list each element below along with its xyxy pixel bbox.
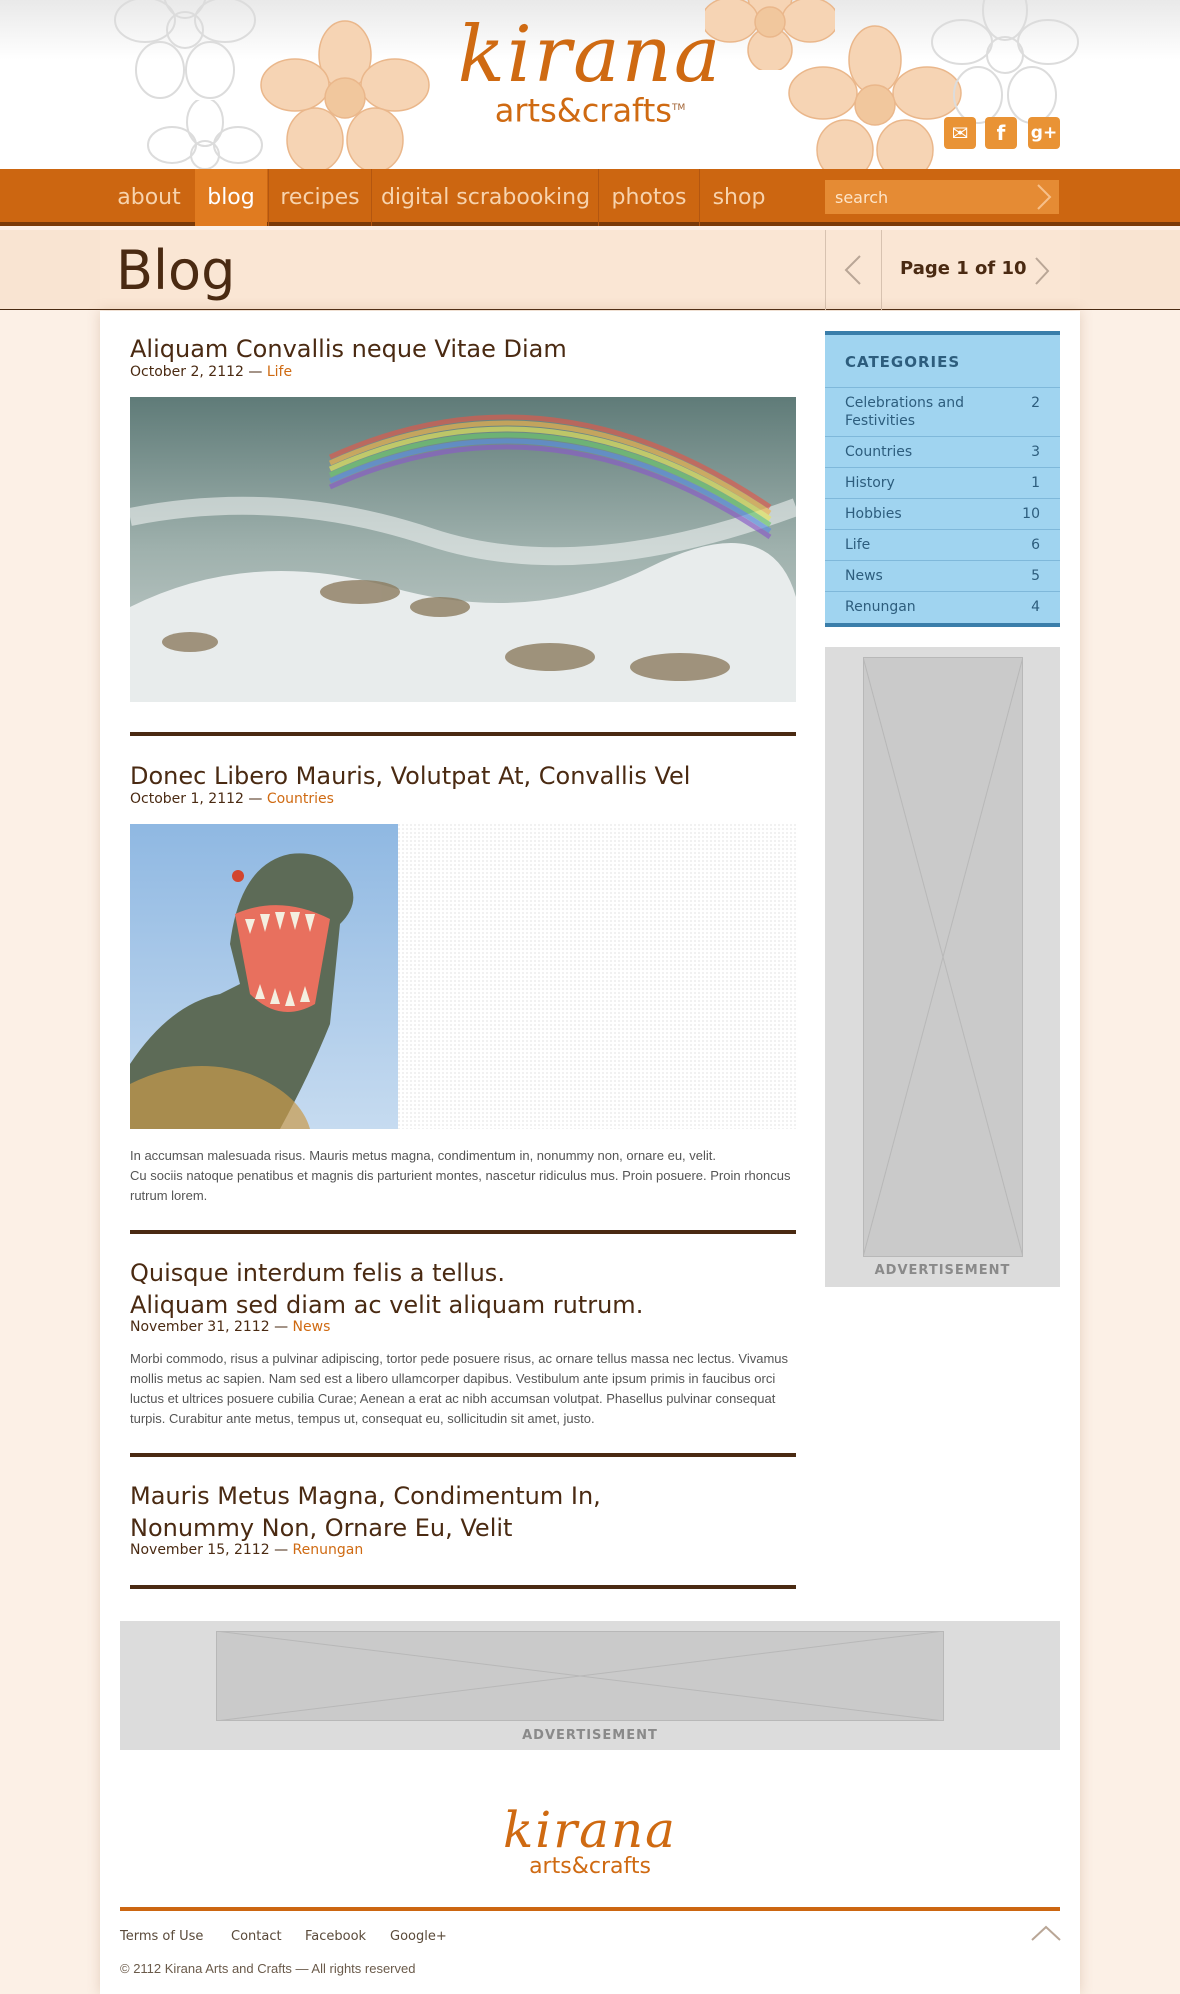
- post-category-link[interactable]: News: [292, 1319, 331, 1335]
- categories-title: CATEGORIES: [845, 353, 961, 371]
- category-count: 4: [1031, 599, 1040, 615]
- post-date: November 31, 2112: [130, 1319, 270, 1335]
- post-category-link[interactable]: Renungan: [292, 1542, 364, 1558]
- post-date: October 2, 2112: [130, 364, 244, 380]
- logo-script-text: kirana: [457, 10, 723, 100]
- category-item[interactable]: [825, 529, 1060, 560]
- nav-item-digital-scrapbooking[interactable]: digital scrabooking: [380, 185, 591, 210]
- post-title[interactable]: Donec Libero Mauris, Volutpat At, Convallis Vel: [130, 762, 691, 790]
- post-image-dinosaur[interactable]: [130, 824, 398, 1129]
- logo-subtitle-text: arts&crafts: [494, 91, 672, 130]
- footer-logo[interactable]: [490, 1800, 690, 1900]
- chevron-right-icon[interactable]: [1030, 256, 1054, 286]
- logo-subtitle-text: arts&crafts: [529, 1854, 651, 1879]
- category-name: Countries: [845, 444, 913, 460]
- meta-separator: —: [248, 364, 263, 380]
- post-divider: [130, 1230, 796, 1234]
- category-count: 5: [1031, 568, 1040, 584]
- search-arrow-icon[interactable]: [1033, 182, 1055, 212]
- site-logo[interactable]: [430, 10, 750, 160]
- nav-separator: [268, 169, 269, 226]
- category-name: News: [845, 568, 883, 584]
- post-divider: [130, 1453, 796, 1457]
- category-item[interactable]: [825, 560, 1060, 591]
- bottom-advertisement[interactable]: [120, 1621, 1060, 1750]
- nav-item-about[interactable]: about: [117, 185, 181, 210]
- footer-link-facebook[interactable]: Facebook: [305, 1929, 367, 1944]
- logo-script-text: kirana: [502, 1801, 677, 1859]
- search-input[interactable]: [825, 180, 1059, 214]
- post-meta: [130, 790, 630, 808]
- category-name: Hobbies: [845, 506, 902, 522]
- meta-separator: —: [274, 1542, 289, 1558]
- category-item[interactable]: [825, 591, 1060, 623]
- category-item[interactable]: [825, 467, 1060, 498]
- nav-item-shop[interactable]: shop: [712, 185, 766, 210]
- flower-outline-decoration: [100, 0, 270, 100]
- post-title[interactable]: [130, 1480, 830, 1544]
- post-excerpt: Morbi commodo, risus a pulvinar adipiscing, tortor pede posuere risus, ac ornare tellus massa nec lectus. Vivamus mollis metus ac sapien. Nam sed est a libero ullamcorper dapibus. Vestibulum ante ipsum primis in faucibus orci luctus et ultrices posuere cubilia Curae; Aenean a erat ac nibh accumsan volutpat. Phasellus pulvinar consequat turpis. Curabitur ante metus, tempus ut, consequat eu, sollicitudin sit amet, justo.: [130, 1351, 789, 1426]
- prev-page-button[interactable]: [825, 230, 881, 310]
- back-to-top-icon[interactable]: [1030, 1923, 1062, 1943]
- chevron-left-icon: [826, 230, 882, 310]
- nav-item-recipes[interactable]: recipes: [280, 185, 360, 210]
- ad-label: ADVERTISEMENT: [874, 1263, 1011, 1278]
- category-name: Celebrations and Festivities: [845, 395, 965, 429]
- post-divider: [130, 732, 796, 736]
- post-title[interactable]: [130, 1257, 830, 1321]
- post-title-line: Aliquam sed diam ac velit aliquam rutrum.: [130, 1291, 644, 1319]
- trademark: TM: [671, 103, 686, 113]
- flower-decoration: [260, 20, 430, 169]
- post-title-line: Nonummy Non, Ornare Eu, Velit: [130, 1514, 513, 1542]
- post-category-link[interactable]: Life: [266, 364, 293, 380]
- category-count: 3: [1031, 444, 1040, 460]
- category-item[interactable]: [825, 498, 1060, 529]
- category-item[interactable]: [825, 387, 1060, 436]
- category-name: Life: [845, 537, 871, 553]
- post-title-line: Quisque interdum felis a tellus.: [130, 1259, 505, 1287]
- categories-widget: [825, 331, 1060, 627]
- post-excerpt: [130, 1146, 796, 1206]
- mail-icon[interactable]: ✉: [944, 117, 976, 149]
- nav-separator: [371, 169, 372, 226]
- category-count: 6: [1031, 537, 1040, 553]
- category-count: 2: [1031, 395, 1040, 411]
- ad-label: ADVERTISEMENT: [522, 1728, 658, 1743]
- post-date: November 15, 2112: [130, 1542, 270, 1558]
- ad-placeholder-image: [863, 657, 1023, 1257]
- nav-item-photos[interactable]: photos: [611, 185, 687, 210]
- post-date: October 1, 2112: [130, 791, 244, 807]
- ad-placeholder-image: [216, 1631, 944, 1721]
- category-item[interactable]: [825, 436, 1060, 467]
- footer-divider: [120, 1907, 1060, 1911]
- nav-item-blog[interactable]: blog: [195, 169, 267, 226]
- category-name: History: [845, 475, 895, 491]
- google-plus-icon[interactable]: g+: [1028, 117, 1060, 149]
- facebook-icon[interactable]: f: [985, 117, 1017, 149]
- post-category-link[interactable]: Countries: [266, 791, 334, 807]
- post-meta: [130, 363, 630, 381]
- post-image-placeholder: [398, 824, 796, 1129]
- post-image-rainbow-waterfall[interactable]: [130, 397, 796, 702]
- page-indicator: Page 1 of 10: [900, 258, 1027, 279]
- nav-separator: [598, 169, 599, 226]
- post-title-line: Mauris Metus Magna, Condimentum In,: [130, 1482, 601, 1510]
- sidebar-advertisement[interactable]: [825, 647, 1060, 1287]
- page-title: Blog: [116, 239, 236, 302]
- post-title[interactable]: Aliquam Convallis neque Vitae Diam: [130, 335, 567, 363]
- category-count: 10: [1022, 506, 1040, 522]
- category-count: 1: [1031, 475, 1040, 491]
- post-excerpt-line: Cu sociis natoque penatibus et magnis dis parturient montes, nascetur ridiculus mus. Proin posuere. Proin rhoncus rutrum lorem.: [130, 1168, 791, 1203]
- flower-outline-decoration: [920, 0, 1090, 130]
- post-meta: [130, 1541, 630, 1559]
- flower-outline-decoration: [140, 100, 270, 169]
- category-name: Renungan: [845, 599, 916, 615]
- footer-link-contact[interactable]: Contact: [231, 1929, 282, 1944]
- meta-separator: —: [274, 1319, 289, 1335]
- site-header: [0, 0, 1180, 169]
- copyright: © 2112 Kirana Arts and Crafts — All rights reserved: [120, 1961, 416, 1976]
- footer-link-terms[interactable]: Terms of Use: [120, 1929, 204, 1944]
- post-meta: [130, 1318, 630, 1336]
- nav-separator: [699, 169, 700, 226]
- post-excerpt-line: In accumsan malesuada risus. Mauris metus magna, condimentum in, nonummy non, ornare eu, velit.: [130, 1148, 716, 1163]
- footer-link-google-plus[interactable]: Google+: [390, 1929, 447, 1944]
- meta-separator: —: [248, 791, 263, 807]
- post-divider: [130, 1585, 796, 1589]
